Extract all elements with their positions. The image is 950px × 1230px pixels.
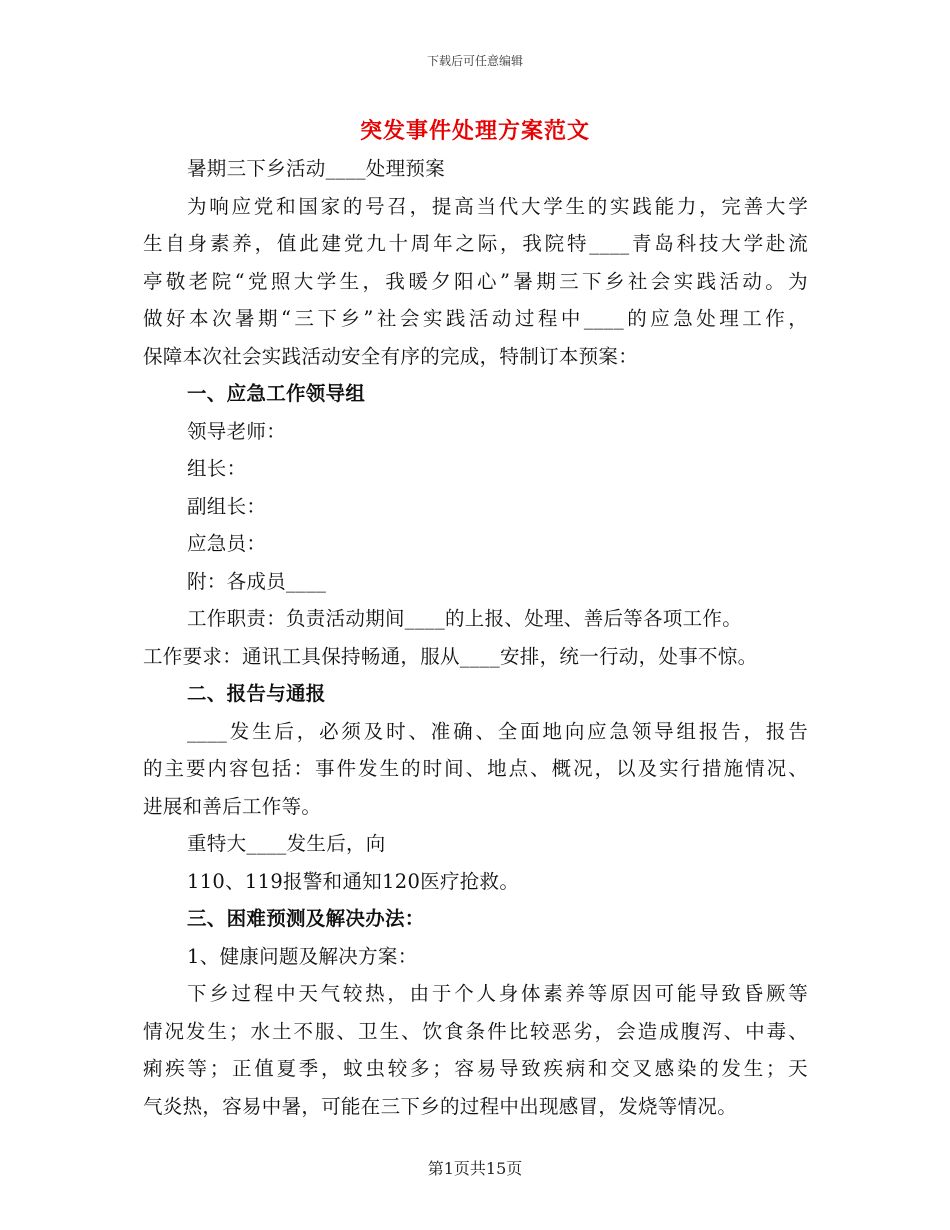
paragraph-line: 进展和善后工作等。 [143, 794, 322, 818]
paragraph-line: 为响应党和国家的号召，提高当代大学生的实践能力，完善大学 [187, 194, 808, 218]
paragraph-line: 情况发生；水土不服、卫生、饮食条件比较恶劣，会造成腹泻、中毒、 [143, 1019, 808, 1043]
subtitle-line: 暑期三下乡活动____处理预案 [187, 157, 445, 180]
subsection-heading: 1、健康问题及解决方案： [187, 944, 418, 968]
list-item: 领导老师： [187, 419, 287, 443]
paragraph-line: 的主要内容包括：事件发生的时间、地点、概况，以及实行措施情况、 [143, 757, 808, 780]
section-heading: 三、困难预测及解决办法： [187, 907, 425, 930]
paragraph-line: 110、119报警和通知120医疗抢救。 [187, 869, 520, 893]
paragraph-line: 气炎热，容易中暑，可能在三下乡的过程中出现感冒，发烧等情况。 [143, 1094, 738, 1118]
paragraph-line: 工作要求：通讯工具保持畅通，服从____安排，统一行动，处事不惊。 [143, 644, 758, 668]
paragraph-line: 痢疾等；正值夏季，蚊虫较多；容易导致疾病和交叉感染的发生；天 [143, 1057, 808, 1080]
paragraph-line: 下乡过程中天气较热，由于个人身体素养等原因可能导致昏厥等 [187, 982, 808, 1005]
list-item: 组长： [187, 457, 247, 480]
page-header: 下载后可任意编辑 [426, 54, 523, 68]
paragraph-line: 生自身素养，值此建党九十周年之际，我院特____青岛科技大学赴流 [143, 232, 808, 255]
document-title: 突发事件处理方案范文 [359, 118, 590, 144]
section-heading: 二、报告与通报 [187, 682, 326, 705]
list-item: 副组长： [187, 494, 267, 518]
paragraph-line: 亭敬老院“党照大学生，我暖夕阳心”暑期三下乡社会实践活动。为 [143, 269, 808, 293]
list-item: 应急员： [187, 532, 267, 555]
paragraph-line: 工作职责：负责活动期间____的上报、处理、善后等各项工作。 [187, 607, 743, 630]
paragraph-line: ____发生后，必须及时、准确、全面地向应急领导组报告，报告 [187, 719, 808, 743]
paragraph-line: 重特大____发生后，向 [187, 832, 386, 855]
section-heading: 一、应急工作领导组 [187, 382, 366, 405]
page-footer: 第1页共15页 [427, 1159, 523, 1178]
list-item: 附：各成员____ [187, 569, 327, 593]
paragraph-line: 保障本次社会实践活动安全有序的完成，特制订本预案： [143, 344, 639, 368]
paragraph-line: 做好本次暑期“三下乡”社会实践活动过程中____的应急处理工作， [143, 307, 808, 330]
document-body [143, 150, 808, 1125]
